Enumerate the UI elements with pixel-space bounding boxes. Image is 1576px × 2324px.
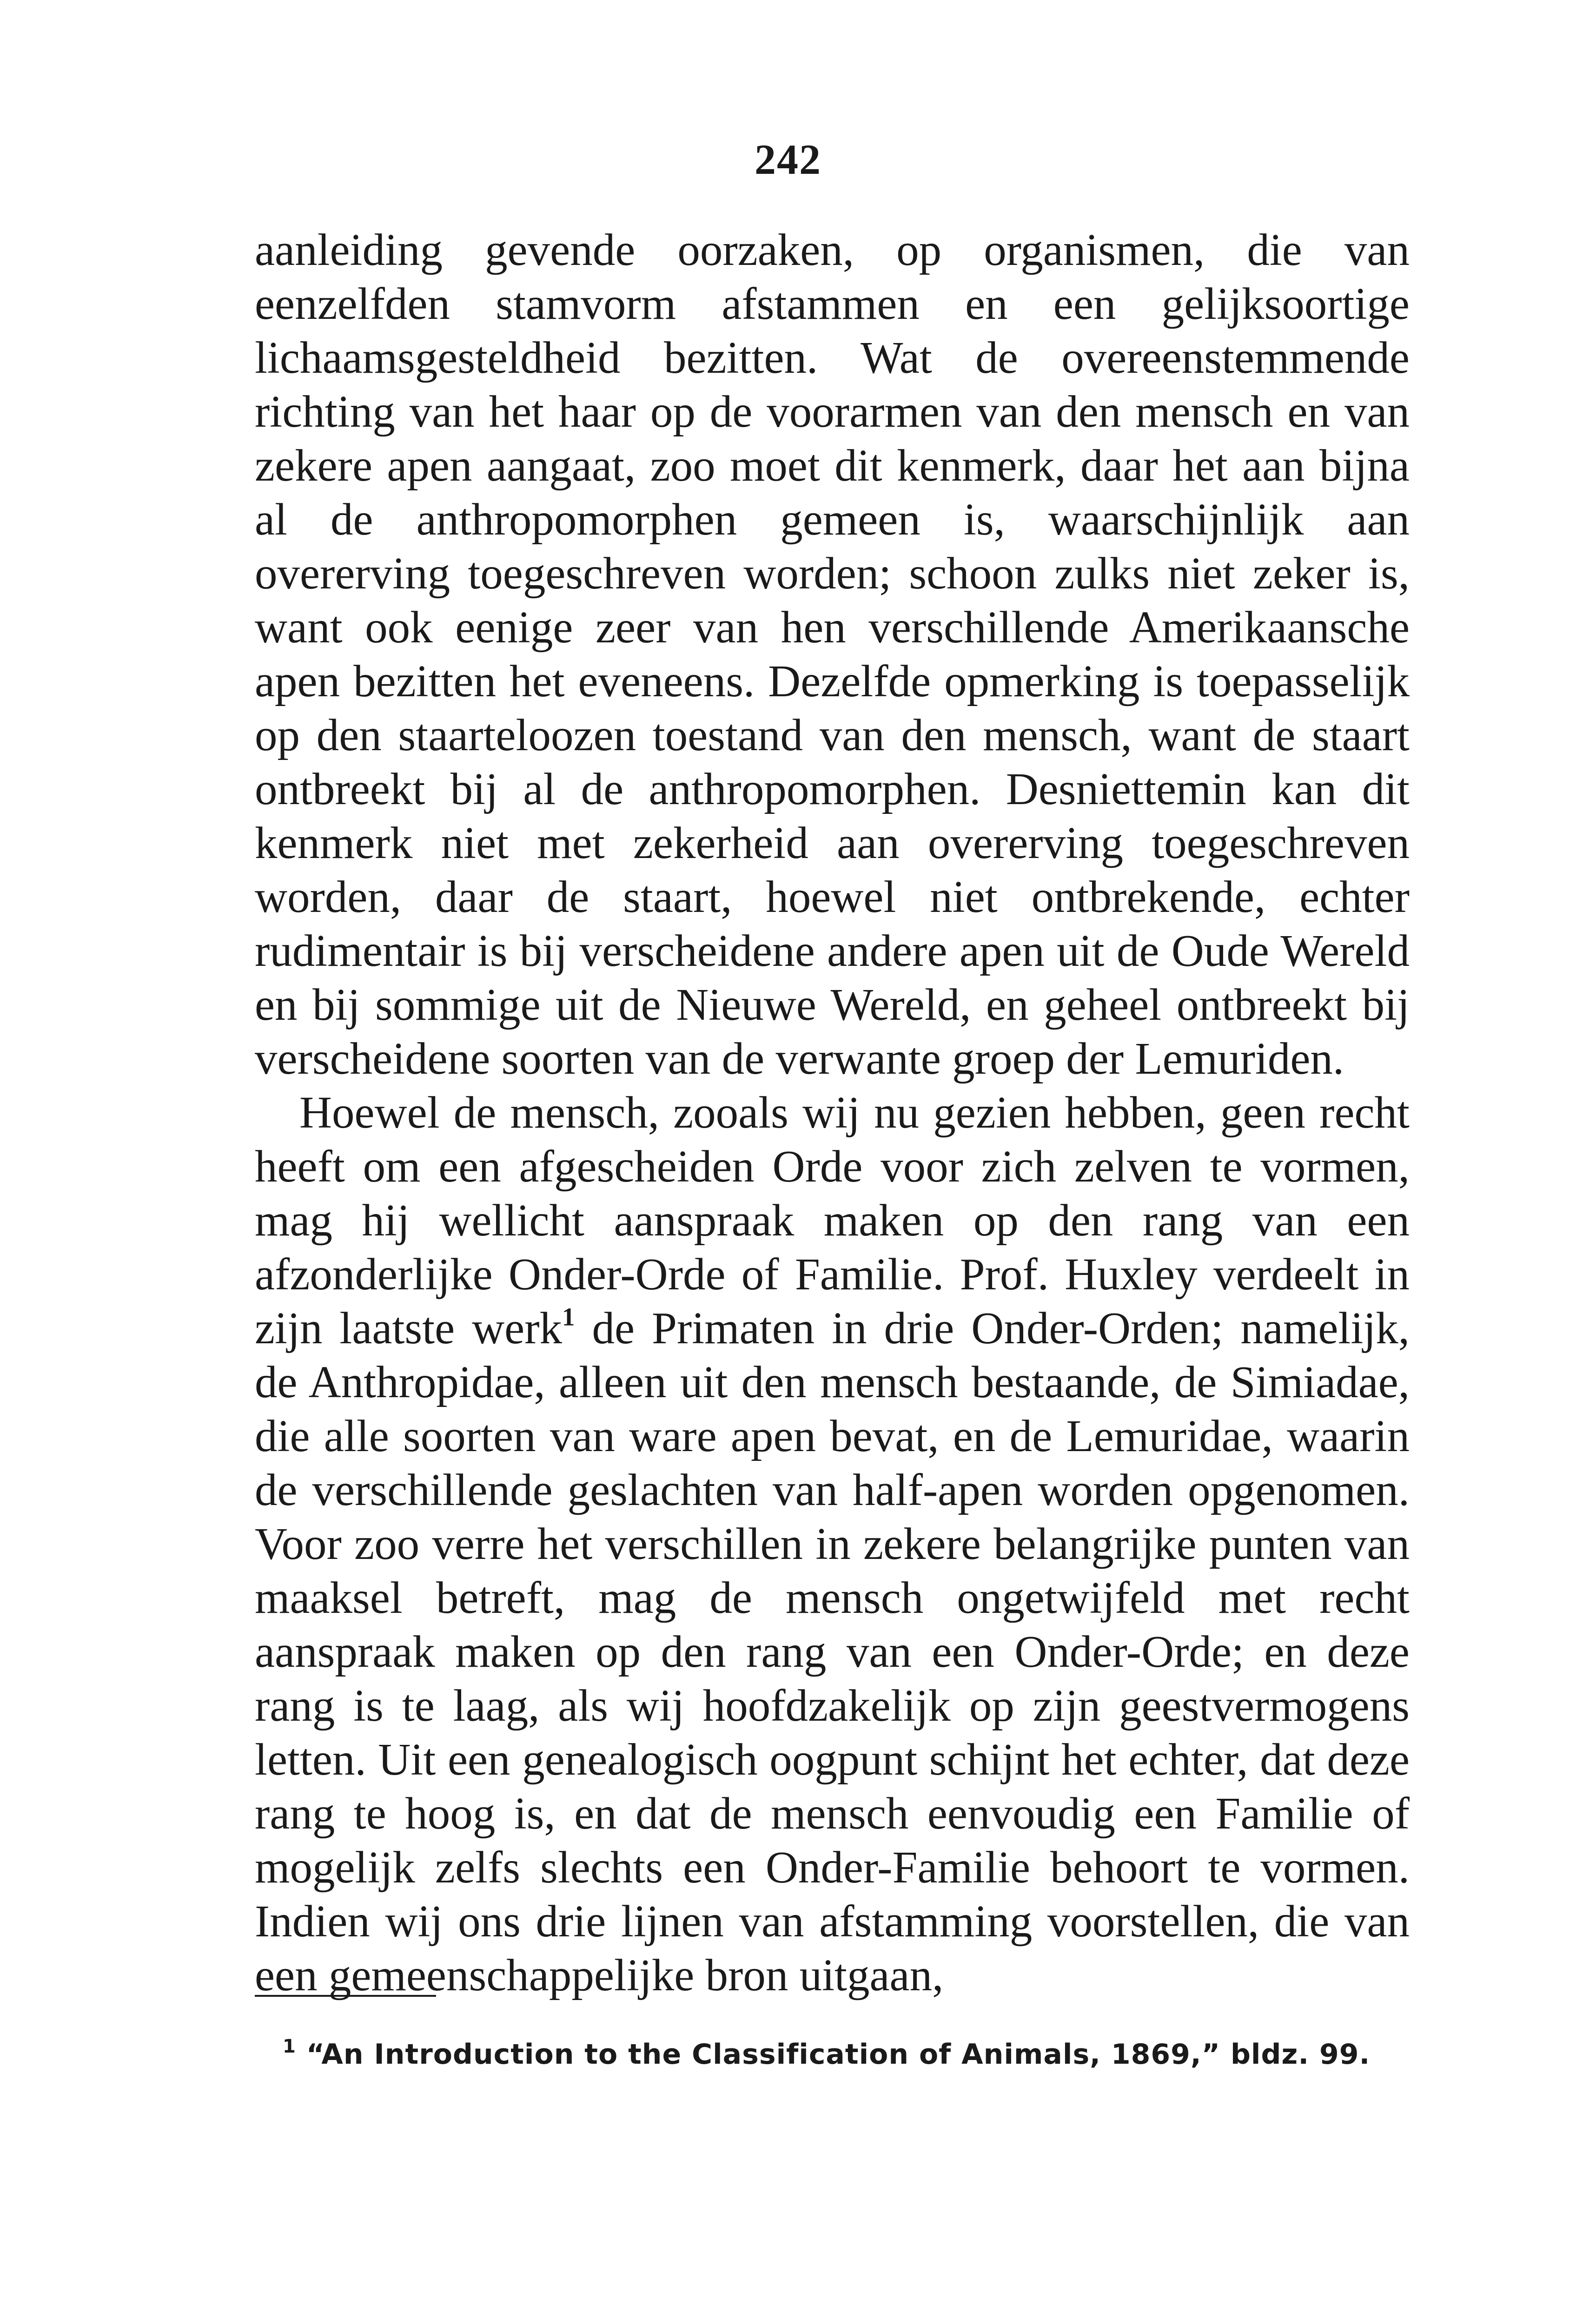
- paragraph-2: [255, 1086, 1410, 2002]
- footnote-mark: 1: [283, 2036, 296, 2057]
- footnote: [255, 2036, 1410, 2073]
- paragraph-2-text-after-note: de Primaten in drie Onder-Orden; namelijk, de Anthropidae, alleen uit den mensch bestaande, de Simiadae, die alle soorten van ware apen bevat, en de Lemuridae, waarin de verschillende geslachten van half-apen worden opgenomen. Voor zoo verre het verschillen in zekere belangrijke punten van maaksel betreft, mag de mensch ongetwijfeld met recht aanspraak maken op den rang van een Onder-Orde; en deze rang is te laag, als wij hoofdzakelijk op zijn geestvermogens letten. Uit een genealogisch oogpunt schijnt het echter, dat deze rang te hoog is, en dat de mensch eenvoudig een Familie of mogelijk zelfs slechts een Onder-Familie behoort te vormen. Indien wij ons drie lijnen van afstamming voorstellen, die van een gemeenschappelijke bron uitgaan,: [255, 1303, 1410, 2000]
- footnote-reference-mark[interactable]: 1: [562, 1302, 575, 1331]
- footnote-text: “An Introduction to the Classification of Animals, 1869,” bldz. 99.: [306, 2038, 1371, 2071]
- body-text: [255, 223, 1410, 2002]
- paragraph-1: aanleiding gevende oorzaken, op organismen, die van eenzelfden stamvorm afstammen en een gelijksoortige lichaamsgesteldheid bezitten. Wat de overeenstemmende richting van het haar op de voorarmen van den mensch en van zekere apen aangaat, zoo moet dit kenmerk, daar het aan bijna al de anthropomorphen gemeen is, waarschijnlijk aan overerving toegeschreven worden; schoon zulks niet zeker is, want ook eenige zeer van hen verschillende Amerikaansche apen bezitten het eveneens. Dezelfde opmerking is toepasselijk op den staarteloozen toestand van den mensch, want de staart ontbreekt bij al de anthropomorphen. Desniettemin kan dit kenmerk niet met zekerheid aan overerving toegeschreven worden, daar de staart, hoewel niet ontbrekende, echter rudimentair is bij verscheidene andere apen uit de Oude Wereld en bij sommige uit de Nieuwe Wereld, en geheel ontbreekt bij verscheidene soorten van de verwante groep der Lemuriden.: [255, 225, 1410, 1083]
- page-number: 242: [755, 136, 821, 183]
- footnote-divider: [255, 1995, 436, 1997]
- paragraph-2-text-before-note: Hoewel de mensch, zooals wij nu gezien hebben, geen recht heeft om een afgescheiden Orde voor zich zelven te vormen, mag hij wellicht aanspraak maken op den rang van een afzonderlijke Onder-Orde of Familie. Prof. Huxley verdeelt in zijn laatste werk: [255, 1088, 1410, 1353]
